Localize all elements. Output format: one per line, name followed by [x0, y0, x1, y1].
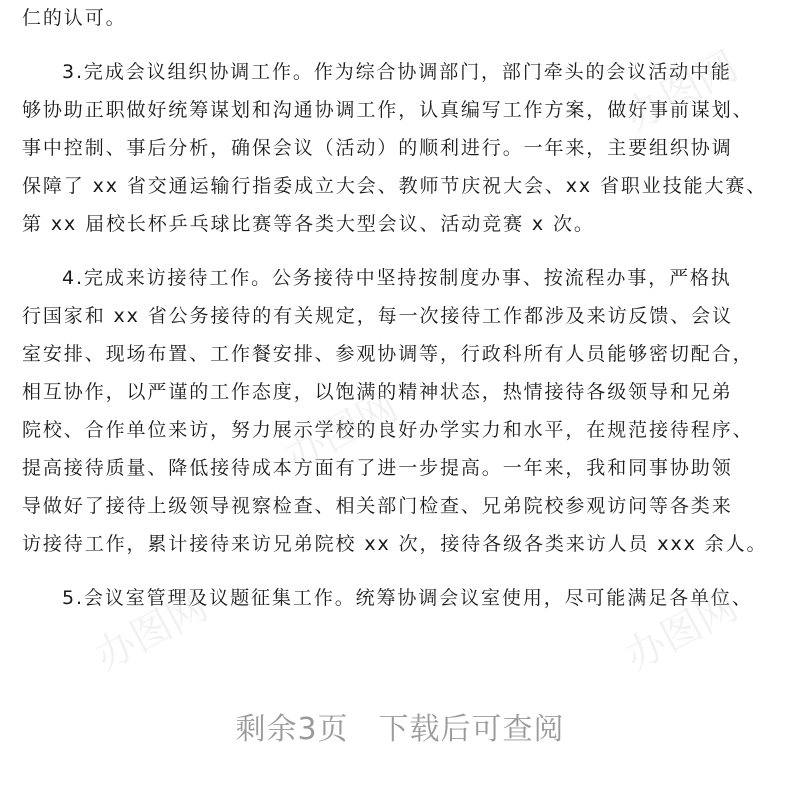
text-line: 行国家和 xx 省公务接待的有关规定，每一次接待工作都涉及来访反馈、会议	[22, 305, 733, 327]
watermark: 办图网	[277, 383, 406, 481]
text-line: 事中控制、事后分析，确保会议（活动）的顺利进行。一年来，主要组织协调	[22, 137, 733, 159]
text-line: 导做好了接待上级领导视察检查、相关部门检查、兄弟院校参观访问等各类来	[22, 495, 733, 517]
text-line: 访接待工作，累计接待来访兄弟院校 xx 次，接待各级各类来访人员 xxx 余人。	[22, 533, 768, 555]
watermark: 办图网	[617, 43, 746, 141]
watermark: 办图网	[617, 583, 746, 681]
watermark: 办图网	[87, 583, 216, 681]
download-prompt[interactable]	[0, 704, 800, 748]
text-line: 够协助正职做好统筹谋划和沟通协调工作，认真编写工作方案，做好事前谋划、	[22, 99, 754, 121]
paragraph-4-heading-line: 4.完成来访接待工作。公务接待中坚持按制度办事、按流程办事，严格执	[62, 267, 732, 289]
text-line: 仁的认可。	[22, 7, 127, 29]
text-line: 相互协作，以严谨的工作态度，以饱满的精神状态，热情接待各级领导和兄弟	[22, 381, 733, 403]
text-line: 提高接待质量、降低接待成本方面有了进一步提高。一年来，我和同事协助领	[22, 457, 733, 479]
text-line: 院校、合作单位来访，努力展示学校的良好办学实力和水平，在规范接待程序、	[22, 419, 754, 441]
text-line: 室安排、现场布置、工作餐安排、参观协调等，行政科所有人员能够密切配合，	[22, 343, 754, 365]
text-line: 保障了 xx 省交通运输行指委成立大会、教师节庆祝大会、xx 省职业技能大赛、	[22, 175, 768, 197]
paragraph-5-heading-line: 5.会议室管理及议题征集工作。统筹协调会议室使用，尽可能满足各单位、	[62, 587, 753, 609]
text-line: 第 xx 届校长杯乒乓球比赛等各类大型会议、活动竞赛 x 次。	[22, 213, 595, 235]
download-to-view-label: 下载后可查阅	[378, 712, 565, 747]
remaining-pages-label: 剩余3页	[235, 712, 349, 747]
paragraph-3-heading-line: 3.完成会议组织协调工作。作为综合协调部门，部门牵头的会议活动中能	[62, 61, 732, 83]
